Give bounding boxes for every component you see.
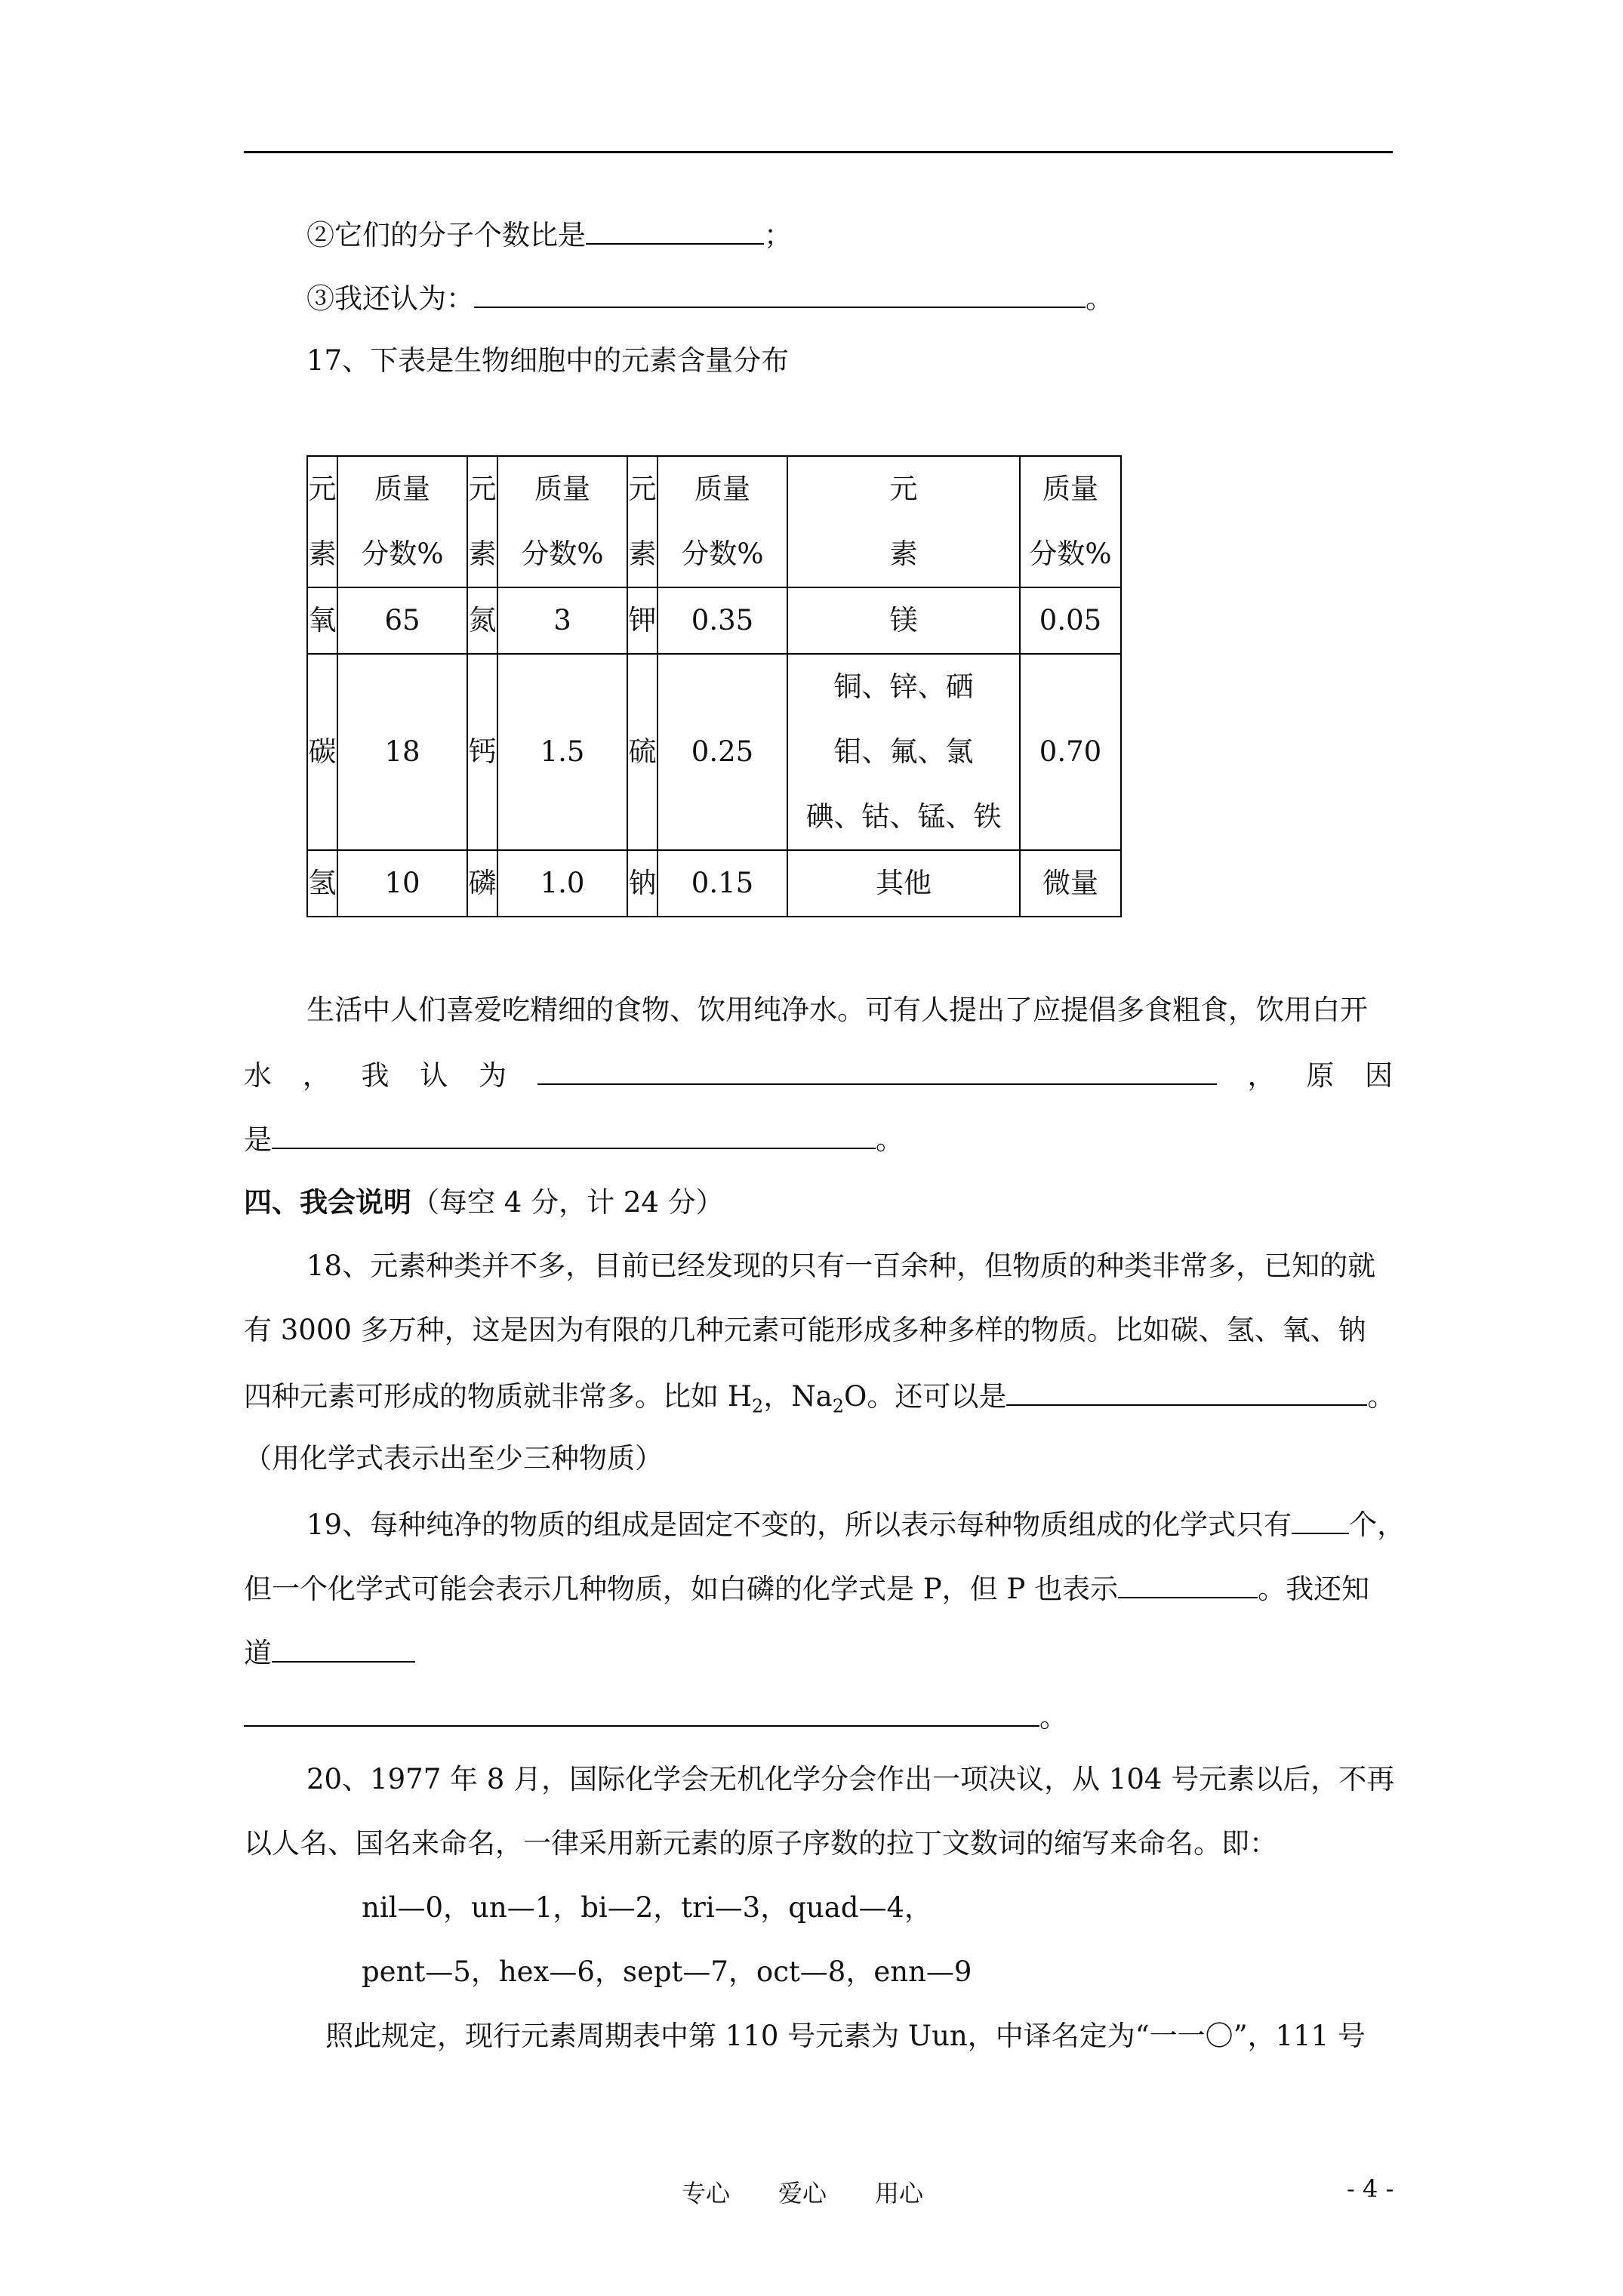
table-cell: 65	[337, 587, 467, 654]
answer-blank[interactable]	[1006, 1376, 1367, 1406]
q16-item2	[244, 214, 1455, 254]
table-row	[307, 850, 1121, 917]
section-heading	[244, 1183, 1393, 1222]
table-cell: 磷	[467, 850, 497, 917]
table-cell: 0.05	[1020, 587, 1121, 654]
table-cell: 质量 分数%	[658, 456, 787, 587]
text: 道	[244, 1637, 272, 1669]
table-cell: 元 素	[627, 456, 658, 587]
q20-line4: pent—5，hex—6，sept—7，oct—8，enn—9	[362, 1955, 972, 1988]
table-cell: 元 素	[787, 456, 1020, 587]
table-cell: 1.5	[497, 654, 627, 850]
table-cell: 0.25	[658, 654, 787, 850]
q18-line1: 18、元素种类并不多，目前已经发现的只有一百余种，但物质的种类非常多，已知的就	[306, 1250, 1376, 1282]
text: ，Na	[763, 1380, 833, 1413]
q20-line5: 照此规定，现行元素周期表中第 110 号元素为 Uun，中译名定为“一一〇”，111 号	[325, 2020, 1366, 2052]
q18-line3	[244, 1376, 1396, 1425]
subscript: 2	[832, 1395, 845, 1417]
answer-blank[interactable]	[272, 1119, 876, 1149]
table-row	[307, 654, 1121, 850]
text: 但一个化学式可能会表示几种物质，如白磷的化学式是 P，但 P 也表示	[244, 1573, 1119, 1605]
answer-blank[interactable]	[586, 214, 764, 245]
answer-blank[interactable]	[1292, 1504, 1349, 1534]
table-cell: 钠	[627, 850, 658, 917]
table-cell: 氧	[307, 587, 337, 654]
table-cell: 3	[497, 587, 627, 654]
punct: ；	[764, 219, 792, 251]
text: 是	[244, 1123, 272, 1156]
q19-line3	[244, 1632, 1393, 1672]
punct: 。	[1086, 282, 1113, 315]
table-cell: 钾	[627, 587, 658, 654]
q17-title: 17、下表是生物细胞中的元素含量分布	[306, 344, 790, 377]
q19-line4	[244, 1697, 1393, 1737]
table-cell: 0.15	[658, 850, 787, 917]
q17-paragraph-line1: 生活中人们喜爱吃精细的食物、饮用纯净水。可有人提出了应提倡多食粗食，饮用白开	[306, 994, 1368, 1026]
answer-blank[interactable]	[1118, 1568, 1258, 1598]
answer-blank[interactable]	[272, 1632, 415, 1663]
text: 认	[420, 1059, 448, 1092]
q20-line3: nil—0，un—1，bi—2，tri—3，quad—4，	[362, 1891, 933, 1924]
table-cell: 质量 分数%	[1020, 456, 1121, 587]
answer-blank[interactable]	[537, 1055, 1217, 1085]
q19-line2	[244, 1568, 1393, 1608]
q16-item2-text: ②它们的分子个数比是	[306, 219, 586, 251]
table-cell: 氢	[307, 850, 337, 917]
punct: 。	[1039, 1701, 1067, 1734]
table-cell: 质量 分数%	[337, 456, 467, 587]
table-cell: 其他	[787, 850, 1020, 917]
text: 19、每种纯净的物质的组成是固定不变的，所以表示每种物质组成的化学式只有	[306, 1509, 1292, 1541]
table-cell: 元 素	[307, 456, 337, 587]
table-cell: 氮	[467, 587, 497, 654]
table-cell: 质量 分数%	[497, 456, 627, 587]
q17-paragraph-line3	[244, 1119, 1393, 1159]
table-cell: 钙	[467, 654, 497, 850]
header-rule	[244, 151, 1393, 153]
answer-blank[interactable]	[474, 278, 1086, 308]
section-note: （每空 4 分，计 24 分）	[411, 1186, 724, 1219]
q18-line2: 有 3000 多万种，这是因为有限的几种元素可能形成多种多样的物质。比如碳、氢、氧、钠	[244, 1314, 1366, 1346]
text: 为	[479, 1059, 507, 1092]
q16-item3	[244, 278, 1455, 318]
table-cell: 碳	[307, 654, 337, 850]
punct: ，	[1247, 1059, 1276, 1092]
text: 因	[1365, 1059, 1393, 1092]
text: 个，	[1349, 1509, 1406, 1541]
table-cell: 元 素	[467, 456, 497, 587]
q16-item3-text: ③我还认为：	[306, 282, 474, 315]
text: 我	[361, 1059, 390, 1092]
q18-line4: （用化学式表示出至少三种物质）	[244, 1442, 663, 1475]
table-cell: 硫	[627, 654, 658, 850]
table-cell: 0.70	[1020, 654, 1121, 850]
footer-motto: 专心 爱心 用心	[682, 2179, 924, 2208]
punct: 。	[876, 1123, 904, 1156]
q19-line1	[244, 1504, 1455, 1544]
text: 水	[244, 1059, 272, 1092]
table-cell: 1.0	[497, 850, 627, 917]
q20-line1: 20、1977 年 8 月，国际化学会无机化学分会作出一项决议，从 104 号元素以后，不再	[306, 1763, 1395, 1795]
text: 四种元素可形成的物质就非常多。比如 H	[244, 1380, 753, 1413]
section-title: 四、我会说明	[244, 1185, 411, 1219]
q20-line2: 以人名、国名来命名，一律采用新元素的原子序数的拉丁文数词的缩写来命名。即：	[244, 1827, 1277, 1860]
table-cell: 18	[337, 654, 467, 850]
text: 原	[1306, 1059, 1335, 1092]
table-cell: 微量	[1020, 850, 1121, 917]
table-header-row	[307, 456, 1121, 587]
answer-blank[interactable]	[244, 1697, 1039, 1727]
q17-paragraph-line2	[244, 1055, 1393, 1095]
table-cell: 0.35	[658, 587, 787, 654]
table-row	[307, 587, 1121, 654]
table-cell: 镁	[787, 587, 1020, 654]
table-cell: 10	[337, 850, 467, 917]
table-cell: 铜、锌、硒 钼、氟、氯 碘、钴、锰、铁	[787, 654, 1020, 850]
page-number: - 4 -	[1347, 2174, 1394, 2203]
element-content-table	[306, 455, 1122, 917]
punct: 。	[1367, 1380, 1396, 1413]
text: 。我还知	[1258, 1573, 1370, 1605]
punct: ，	[302, 1059, 331, 1092]
text: O。还可以是	[844, 1380, 1007, 1413]
subscript: 2	[752, 1395, 764, 1417]
